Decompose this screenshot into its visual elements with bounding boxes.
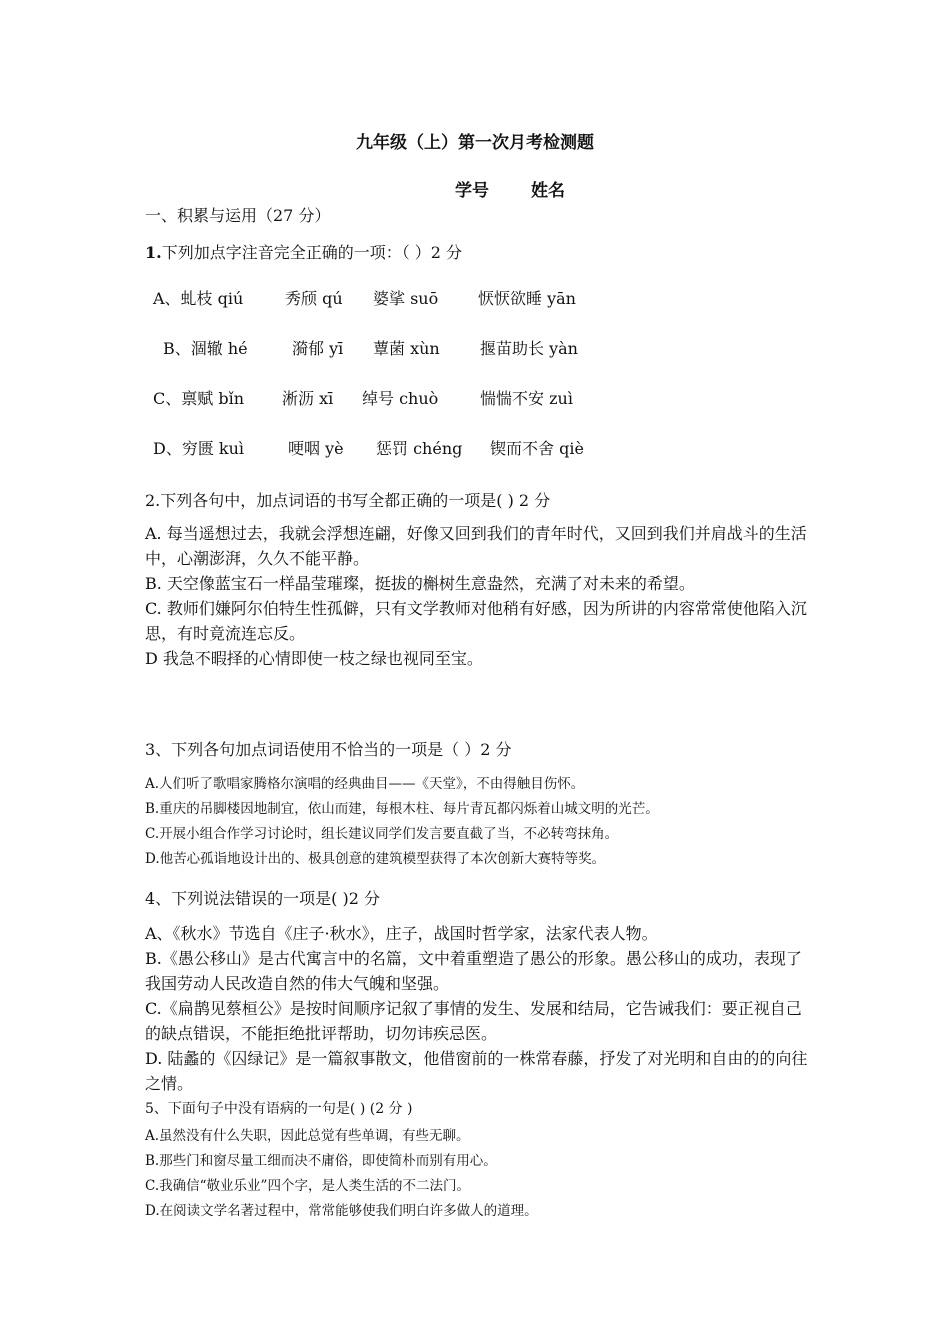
question-5-stem: 5、下面句子中没有语病的一句是( ) (2 分 ) [145, 1101, 413, 1117]
q5-option-a: A.虽然没有什么失职，因此总觉有些单调，有些无聊。 [145, 1128, 470, 1144]
q1-option-b-1: B、涸辙 hé [163, 339, 248, 358]
q2-option-c: C. 教师们嫌阿尔伯特生性孤僻，只有文学教师对他稍有好感，因为所讲的内容常常使他陷入沉思，有时竟流连忘反。 [145, 599, 807, 643]
q1-option-d-2: 哽咽 yè [288, 439, 344, 458]
q1-option-b-4: 揠苗助长 yàn [480, 339, 578, 358]
question-1-number: 1. [145, 243, 162, 262]
q3-option-a: A.人们听了歌唱家腾格尔演唱的经典曲目——《天堂》，不由得触目伤怀。 [145, 776, 585, 792]
question-3-stem: 3、下列各句加点词语使用不恰当的一项是（ ）2 分 [145, 740, 512, 759]
q3-option-b: B.重庆的吊脚楼因地制宜，依山而建，每根木柱、每片青瓦都闪烁着山城文明的光芒。 [145, 801, 659, 817]
q5-option-c: C.我确信“敬业乐业”四个字，是人类生活的不二法门。 [145, 1178, 470, 1194]
question-2-stem: 2.下列各句中，加点词语的书写全都正确的一项是( ) 2 分 [145, 491, 551, 510]
q3-option-d: D.他苦心孤诣地设计出的、极具创意的建筑模型获得了本次创新大赛特等奖。 [145, 851, 606, 867]
student-info-line [0, 176, 950, 201]
q1-option-d-4: 锲而不舍 qiè [490, 439, 584, 458]
q1-option-b-2: 漪郁 yī [292, 339, 344, 358]
question-4-stem: 4、下列说法错误的一项是( )2 分 [145, 889, 381, 908]
section-heading: 一、积累与运用（27 分） [145, 206, 331, 225]
name-label: 姓名 [530, 181, 565, 201]
q1-option-d-1: D、穷匮 kuì [153, 439, 245, 458]
q3-option-c: C.开展小组合作学习讨论时，组长建议同学们发言要直截了当，不必转弯抹角。 [145, 826, 619, 842]
q5-option-d: D.在阅读文学名著过程中，常常能够使我们明白许多做人的道理。 [145, 1203, 538, 1219]
student-id-label: 学号 [455, 181, 490, 201]
q1-option-c-2: 淅沥 xī [282, 389, 334, 408]
q1-option-d-3: 惩罚 chéng [376, 439, 463, 458]
q1-option-a-4: 恹恹欲睡 yān [478, 289, 576, 308]
q1-option-a-2: 秀颀 qú [285, 289, 343, 308]
q4-option-d: D. 陆蠡的《囚绿记》是一篇叙事散文，他借窗前的一株常春藤，抒发了对光明和自由的的向往之情。 [145, 1049, 808, 1093]
q4-option-c: C.《扁鹊见蔡桓公》是按时间顺序记叙了事情的发生、发展和结局，它告诫我们：要正视自己的缺点错误，不能拒绝批评帮助，切勿讳疾忌医。 [145, 999, 802, 1043]
q1-option-a-1: A、虬枝 qiú [153, 289, 244, 308]
q2-option-a: A. 每当遥想过去，我就会浮想连翩，好像又回到我们的青年时代，又回到我们并肩战斗的生活中，心潮澎湃，久久不能平静。 [145, 524, 807, 568]
q5-option-b: B.那些门和窗尽量工细而决不庸俗，即使简朴而别有用心。 [145, 1153, 497, 1169]
q4-option-a: A、《秋水》节选自《庄子·秋水》，庄子，战国时哲学家，法家代表人物。 [145, 924, 658, 943]
q2-option-b: B. 天空像蓝宝石一样晶莹璀璨，挺拔的槲树生意盎然，充满了对未来的希望。 [145, 574, 695, 593]
q1-option-c-4: 惴惴不安 zuì [480, 389, 573, 408]
q2-option-d: D 我急不暇择的心情即使一枝之绿也视同至宝。 [145, 649, 483, 668]
q1-option-a-3: 婆挲 suō [373, 289, 439, 308]
page-title: 九年级（上）第一次月考检测题 [356, 133, 594, 153]
q1-option-c-3: 绰号 chuò [362, 389, 439, 408]
question-1-text: 下列加点字注音完全正确的一项：（ ）2 分 [161, 243, 463, 262]
q1-option-b-3: 蕈菌 xùn [373, 339, 440, 358]
q1-option-c-1: C、禀赋 bǐn [153, 389, 244, 408]
q4-option-b: B.《愚公移山》是古代寓言中的名篇，文中着重塑造了愚公的形象。愚公移山的成功，表现了我国劳动人民改造自然的伟大气魄和坚强。 [145, 949, 802, 993]
question-1-stem [145, 240, 462, 263]
